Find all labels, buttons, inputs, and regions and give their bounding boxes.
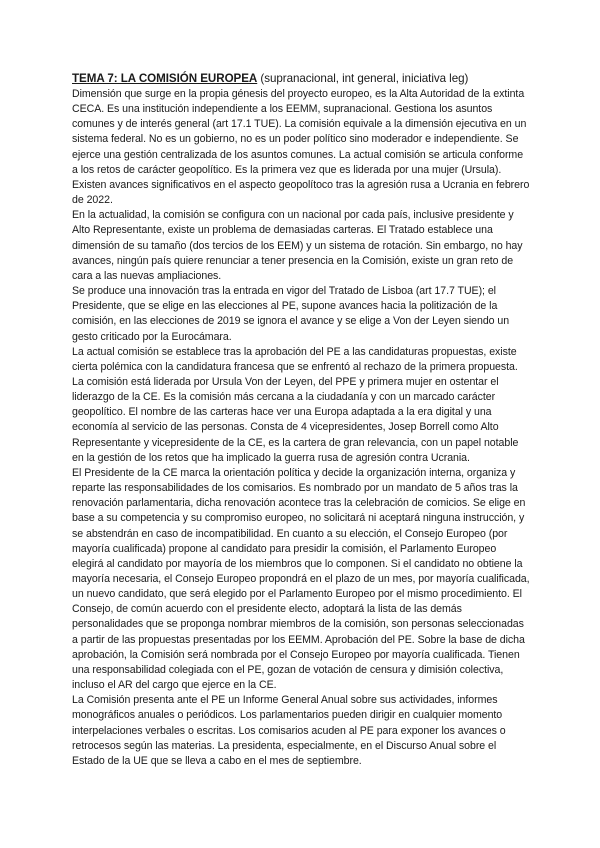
document-page — [72, 71, 530, 769]
document-title-suffix: (supranacional, int general, iniciativa leg) — [257, 72, 469, 85]
paragraph-president-election: El Presidente de la CE marca la orientación política y decide la organización interna, organiza y reparte las responsabilidades de los comisarios. Es nombrado por un mandato de 5 años tras la renovación parlamentaria, dicha renovación acontece tras la celebración de comicios. Se elige en base a su competencia y su compromiso europeo, no solicitará ni aceptará ninguna instrucción, y se abstendrán en caso de incompatibilidad. En cuanto a su elección, el Consejo Europeo (por mayoría cualificada) propone al candidato para presidir la comisión, el Parlamento Europeo elegirá al candidato por mayoría de los miembros que lo componen. Si el candidato no obtiene la mayoría necesaria, el Consejo Europeo propondrá en el plazo de un mes, por mayoría cualificada, un nuevo candidato, que será elegido por el Parlamento Europeo por el mismo procedimiento. El Consejo, de común acuerdo con el presidente electo, adoptará la lista de las demás personalidades que se proponga nombrar miembros de la comisión, son personas seleccionadas a partir de las propuestas presentadas por los EEMM. Aprobación del PE. Sobre la base de dicha aprobación, la Comisión será nombrada por el Consejo Europeo por mayoría cualificada. Tienen una responsabilidad colegiada con el PE, gozan de votación de censura y dimisión colectiva, incluso el AR del cargo que ejerce en la CE. — [72, 466, 530, 692]
document-heading — [72, 71, 530, 87]
paragraph-reporting: La Comisión presenta ante el PE un Informe General Anual sobre sus actividades, informes monográficos anuales o periódicos. Los parlamentarios pueden dirigir en cualquier momento interpelaciones verbales o escritas. Los comisarios acuden al PE para exponer los avances o retrocesos según las materias. La presidenta, especialmente, en el Discurso Anual sobre el Estado de la UE que se lleva a cabo en el mes de septiembre. — [72, 694, 506, 767]
paragraph-origin: Dimensión que surge en la propia génesis del proyecto europeo, es la Alta Autoridad de la extinta CECA. Es una institución independiente a los EEMM, supranacional. Gestiona los asuntos comunes y de interés general (art 17.1 TUE). La comisión equivale a la dimensión ejecutiva en un sistema federal. No es un gobierno, no es un poder político sino moderador e independiente. Se ejerce una gestión centralizada de los asuntos comunes. La actual comisión se articula conforme a los retos de carácter geopolítico. Es la primera vez que es liderada por una mujer (Ursula). Existen avances significativos en el aspecto geopolítoco tras la agresión rusa a Ucrania en febrero de 2022. — [72, 88, 530, 207]
paragraph-current-commission: La actual comisión se establece tras la aprobación del PE a las candidaturas propuestas, existe cierta polémica con la candidatura francesa que se enfrentó al rechazo de la primera propuesta. La comisión está liderada por Ursula Von der Leyen, del PPE y primera mujer en ostentar el liderazgo de la CE. Es la comisión más cercana a la ciudadanía y con un marcado carácter geopolítico. El nombre de las carteras hace ver una Europa adaptada a la era digital y una economía al servicio de las personas. Consta de 4 vicepresidentes, Josep Borrell como Alto Representante y vicepresidente de la CE, es la cartera de gran relevancia, con un papel notable en la gestión de los retos que ha implicado la guerra rusa de agresión contra Ucrania. — [72, 345, 519, 464]
paragraph-lisbon-treaty: Se produce una innovación tras la entrada en vigor del Tratado de Lisboa (art 17.7 TUE); el Presidente, que se elige en las elecciones al PE, supone avances hacia la politización de la comisión, en las elecciones de 2019 se ignora el avance y se elige a Von der Leyen siendo un gesto criticado por la Eurocámara. — [72, 285, 510, 343]
paragraph-composition: En la actualidad, la comisión se configura con un nacional por cada país, inclusive presidente y Alto Representante, existe un problema de demasiadas carteras. El Tratado establece una dimensión de su tamaño (dos tercios de los EEM) y un sistema de rotación. Sin embargo, no hay avances, ningún país quiere renunciar a tener presencia en la Comisión, existe un gran reto de cara a las nuevas ampliaciones. — [72, 209, 523, 282]
document-title: TEMA 7: LA COMISIÓN EUROPEA — [72, 72, 258, 85]
